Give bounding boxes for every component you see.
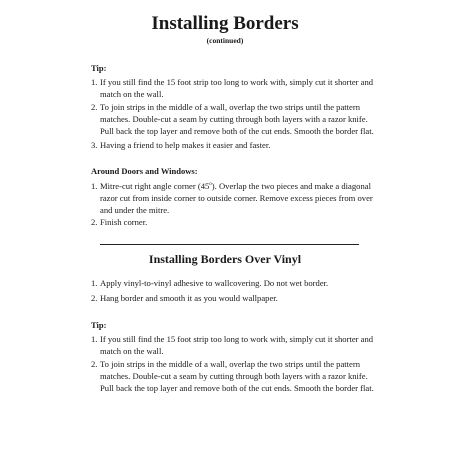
item-text: If you still find the 15 foot strip too long to work with, simply cut it shorter and [100, 77, 374, 87]
item-text-continued: razor cut from inside corner to outside corner. Remove excess pieces from over [100, 193, 373, 203]
item-text: Hang border and smooth it as you would wallpaper. [100, 293, 278, 303]
item-text: Having a friend to help makes it easier and faster. [100, 140, 271, 150]
item-text: Finish corner. [100, 217, 148, 227]
doors-item-1 [91, 180, 381, 216]
page-subtitle: (continued) [206, 36, 244, 45]
item-text-continued: matches. Double-cut a seam by cutting through both layers with a razor knife. [100, 114, 368, 124]
item-text-continued: Pull back the top layer and remove both of the cut ends. Smooth the border flat. [100, 383, 374, 393]
item-number: 1. [91, 181, 98, 191]
vinyl-section-title: Installing Borders Over Vinyl [148, 252, 302, 266]
tip-item-3 [91, 139, 381, 151]
item-text: Mitre-cut right angle corner (45 [100, 181, 210, 191]
item-text-continued: match on the wall. [100, 89, 164, 99]
section-divider [100, 244, 359, 245]
item-text: To join strips in the middle of a wall, overlap the two strips until the pattern [100, 359, 361, 369]
item-text: ). Overlap the two pieces and make a diagonal [211, 181, 371, 191]
item-text-continued: Pull back the top layer and remove both of the cut ends. Smooth the border flat. [100, 126, 374, 136]
degree-superscript: o [209, 182, 212, 188]
item-number: 2. [91, 359, 98, 369]
tip2-item-2 [91, 358, 381, 394]
item-text-continued: matches. Double-cut a seam by cutting through both layers with a razor knife. [100, 371, 368, 381]
vinyl-item-1 [91, 277, 381, 289]
tip-heading-2: Tip: [91, 320, 107, 330]
doors-item-2 [91, 216, 381, 228]
doors-windows-heading: Around Doors and Windows: [91, 166, 198, 176]
tip-item-2 [91, 101, 381, 137]
item-number: 2. [91, 102, 98, 112]
item-text: If you still find the 15 foot strip too long to work with, simply cut it shorter and [100, 334, 374, 344]
item-text-continued: match on the wall. [100, 346, 164, 356]
tip-item-1 [91, 76, 381, 100]
item-number: 1. [91, 278, 98, 288]
item-number: 1. [91, 77, 98, 87]
vinyl-item-2 [91, 292, 381, 304]
tip-heading: Tip: [91, 63, 107, 73]
item-number: 2. [91, 217, 98, 227]
item-number: 1. [91, 334, 98, 344]
item-text-continued: and under the mitre. [100, 205, 170, 215]
item-number: 3. [91, 140, 98, 150]
tip2-item-1 [91, 333, 381, 357]
item-number: 2. [91, 293, 98, 303]
item-text: Apply vinyl-to-vinyl adhesive to wallcovering. Do not wet border. [100, 278, 329, 288]
page-title: Installing Borders [151, 13, 299, 34]
item-text: To join strips in the middle of a wall, overlap the two strips until the pattern [100, 102, 361, 112]
